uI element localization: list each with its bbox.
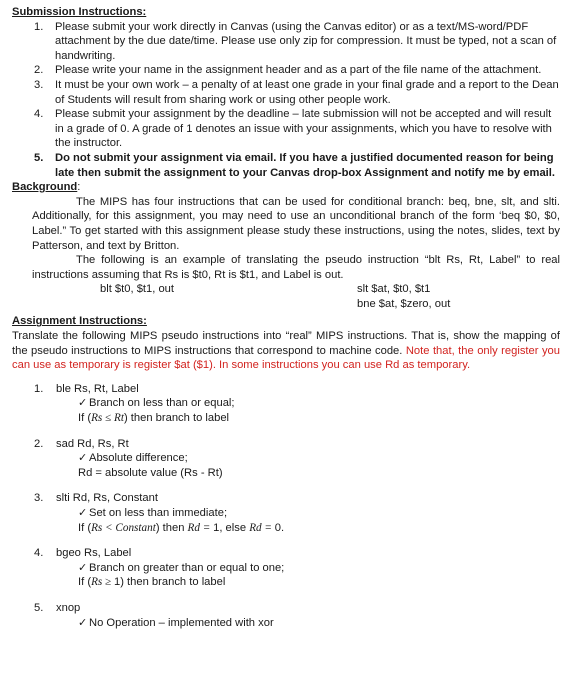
task-rule [56,575,560,590]
assignment-intro-text: Translate the following MIPS pseudo instructions into “real” MIPS instructions. That is, show the mapping of the pseudo instructions to MIPS instructions that correspond to machine code. [12,330,560,357]
item-text: Please write your name in the assignment header and as a part of the file name of the attachment. [55,64,542,77]
check-mark-icon: ✓ [78,616,88,629]
task-4 [12,546,560,590]
task-number: 2. [34,437,44,450]
task-1 [12,382,560,426]
task-description-text: No Operation – implemented with xor [89,616,274,629]
submission-item-3 [12,78,560,107]
task-name: xnop [56,601,81,614]
task-rule-number-2: 1 [213,521,220,534]
example-pseudo-instruction: blt $t0, $t1, out [100,283,175,296]
check-mark-icon: ✓ [78,507,88,519]
item-number: 1. [34,20,44,33]
task-rule-number-3: 0 [274,521,282,534]
task-description [56,616,560,631]
example-real-line-1: slt $at, $t0, $t1 [357,283,431,296]
task-number: 5. [34,601,44,614]
task-rule [56,521,560,536]
background-heading-line [12,180,560,195]
task-number: 4. [34,547,44,560]
assignment-intro-note: Note that, the only register you can use as temporary is register $at ($1). In some instructions you can use Rd as temporary. [12,344,560,372]
check-mark-icon: ✓ [78,561,88,574]
task-3 [12,491,560,535]
task-rule-suffix: ) then branch to label [123,412,230,425]
assignment-intro [12,329,560,373]
task-description [56,451,560,466]
submission-list [12,20,560,181]
task-rule [56,411,560,426]
background-heading-colon: : [77,181,81,194]
item-text: Please submit your work directly in Canvas (using the Canvas editor) or as a text/MS-word/PDF attachment by the due date/time. Please use only zip for compression. It must be typed, not a scan of handwriting. [55,20,557,62]
submission-item-1 [12,20,560,64]
task-description-text: Branch on less than or equal; [89,397,235,410]
task-description-text: Set on less than immediate; [89,507,228,519]
item-number: 2. [34,64,44,77]
task-number: 3. [34,492,44,505]
background-paragraph-2: The following is an example of translating the pseudo instruction “blt Rs, Rt, Label” to real instructions assuming that Rs is $t0, Rt is $t1, and Label is out. [32,254,560,281]
item-text: It must be your own work – a penalty of at least one grade in your final grade and a report to the Dean of Students will result from sharing work or using other people work. [55,78,559,106]
task-name: sad Rd, Rs, Rt [56,437,129,450]
example-translation [12,282,560,311]
task-rule-math: Rs < Constant [91,521,156,534]
task-rule-prefix: If ( [78,576,92,589]
task-2 [12,437,560,481]
background-paragraph-1: The MIPS has four instructions that can be used for conditional branch: beq, bne, slt, and slti. Additionally, for this assignment, you may need to use an unconditional branch of the form ‘beq $0, $0, Label.” To get started with this assignment please study these instructions, using the notes, slides, text by Patterson, and text by Britton. [32,195,560,252]
submission-item-5 [12,151,560,180]
task-rule-math: Rs ≤ Rt [91,412,124,425]
task-rule: Rd = absolute value (Rs - Rt) [78,466,223,479]
check-mark-icon: ✓ [78,397,88,410]
task-name: slti Rd, Rs, Constant [56,492,158,505]
task-rule-math: Rs ≥ [91,576,114,589]
item-text: Please submit your assignment by the deadline – late submission will not be accepted and will result in a grade of 0. A grade of 1 denotes an issue with your assignments, which you have to resolve with the instructor. [55,108,552,150]
task-description-text: Absolute difference; [89,452,188,465]
background-heading: Background [12,181,78,194]
task-5 [12,601,560,630]
example-real-line-2: bne $at, $zero, out [357,297,451,310]
submission-heading: Submission Instructions: [12,6,147,18]
submission-item-2 [12,63,560,78]
task-number: 1. [34,382,44,395]
submission-item-4 [12,107,560,151]
example-real-instructions [357,282,450,311]
item-number: 4. [34,108,44,121]
task-rule-suffix: ) then [155,521,188,534]
task-name: bgeo Rs, Label [56,547,132,560]
task-rule-number: 1 [113,576,121,589]
task-rule-math-2: Rd = [187,521,214,534]
task-rule-prefix: If ( [78,412,92,425]
task-rule-suffix: ) then branch to label [120,576,226,589]
item-number: 3. [34,78,44,91]
check-mark-icon: ✓ [78,452,88,465]
assignment-heading: Assignment Instructions: [12,315,147,328]
task-rule-end: . [281,521,285,534]
task-name: ble Rs, Rt, Label [56,382,139,395]
task-rule-mid: , else [219,521,250,534]
task-rule-math-3: Rd = [249,521,275,534]
task-description [56,561,560,576]
item-number: 5. [34,151,44,164]
task-rule-prefix: If ( [78,521,92,534]
item-text: Do not submit your assignment via email. If you have a justified documented reason for being late then submit the assignment to your Canvas drop-box Assignment and notify me by email. [55,151,555,179]
task-description [56,396,560,411]
task-description-text: Branch on greater than or equal to one; [89,561,285,574]
task-description [56,506,560,521]
